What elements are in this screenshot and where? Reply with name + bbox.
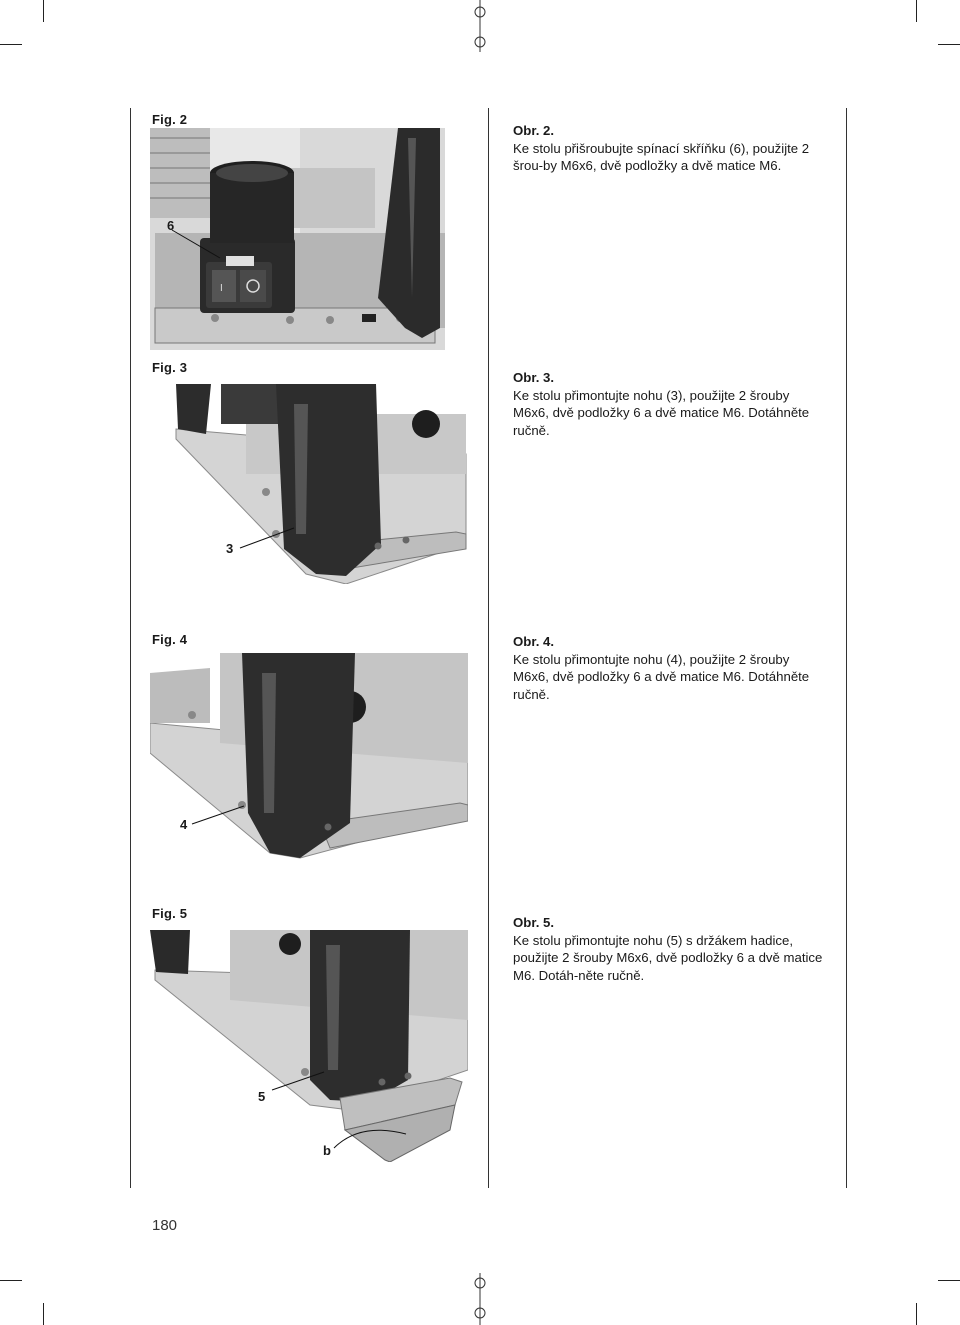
instruction-block [513, 633, 827, 703]
callout-label: b [323, 1143, 331, 1158]
instruction-text: Ke stolu přišroubujte spínací skříňku (6), použijte 2 šrou-by M6x6, dvě podložky a dvě matice M6. [513, 140, 810, 173]
figure-label: Fig. 4 [152, 632, 188, 647]
column-rule-right [846, 108, 847, 1188]
callout-leader [188, 804, 248, 830]
callout-leader [170, 228, 230, 268]
callout-leader [330, 1118, 410, 1154]
crop-mark [916, 0, 917, 22]
instruction-text: Ke stolu přimontujte nohu (4), použijte 2 šrouby M6x6, dvě podložky 6 a dvě matice M6. Dotáhněte ručně. [513, 651, 810, 702]
instruction-text: Ke stolu přimontujte nohu (5) s držákem hadice, použijte 2 šrouby M6x6, dvě podložky 6 a dvě matice M6. Dotáh-něte ručně. [513, 932, 823, 983]
callout-label: 6 [167, 218, 175, 233]
callout-leader [236, 524, 296, 554]
instruction-title: Obr. 5. [513, 915, 555, 930]
figure-3-photo-leg [166, 384, 470, 584]
instruction-title: Obr. 4. [513, 634, 555, 649]
callout-label: 5 [258, 1089, 266, 1104]
crop-mark [938, 1280, 960, 1281]
figure-label: Fig. 2 [152, 112, 188, 127]
svg-text:I: I [220, 283, 223, 294]
crop-mark [43, 0, 44, 22]
callout-leader [268, 1068, 328, 1094]
registration-mark [470, 0, 490, 52]
crop-mark [938, 44, 960, 45]
crop-mark [43, 1303, 44, 1325]
instruction-title: Obr. 3. [513, 370, 555, 385]
figure-label: Fig. 3 [152, 360, 188, 375]
instruction-title: Obr. 2. [513, 123, 555, 138]
instruction-text: Ke stolu přimontujte nohu (3), použijte 2 šrouby M6x6, dvě podložky 6 a dvě matice M6. Dotáhněte ručně. [513, 387, 810, 438]
crop-mark [916, 1303, 917, 1325]
instruction-block [513, 369, 827, 439]
registration-mark [470, 1273, 490, 1325]
crop-mark [0, 44, 22, 45]
figure-label: Fig. 5 [152, 906, 188, 921]
crop-mark [0, 1280, 22, 1281]
instruction-block [513, 914, 827, 984]
callout-label: 4 [180, 817, 188, 832]
page-number: 180 [152, 1217, 178, 1234]
callout-label: 3 [226, 541, 234, 556]
figure-5-photo-leg-hose-holder [150, 930, 468, 1162]
instruction-block [513, 122, 827, 175]
column-rule-middle [488, 108, 489, 1188]
column-rule-left [130, 108, 131, 1188]
